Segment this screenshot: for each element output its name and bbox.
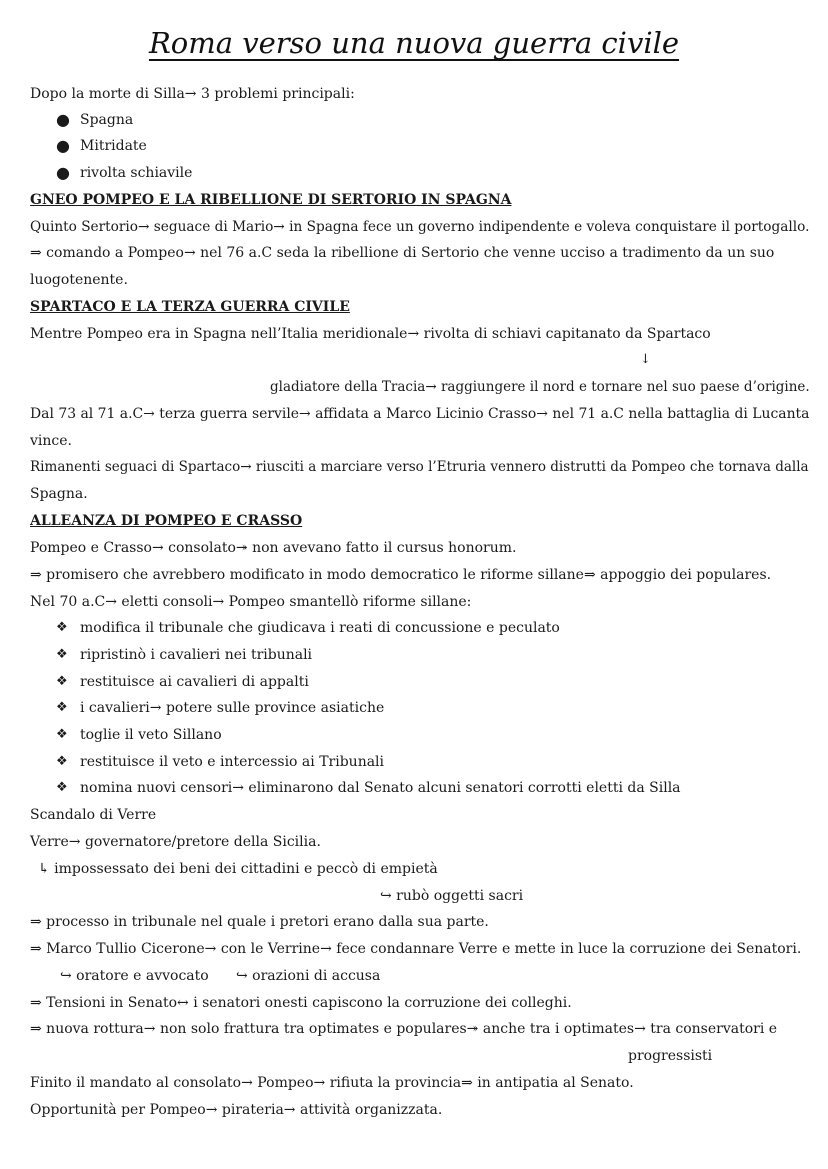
down-arrow-icon: ↓ xyxy=(640,352,651,367)
reform-item: restituisce ai cavalieri di appalti xyxy=(80,674,309,690)
text-line: Nel 70 a.C→ eletti consoli→ Pompeo smantellò riforme sillane: xyxy=(30,594,472,610)
text-line: Dal 73 al 71 a.C→ terza guerra servile→ affidata a Marco Licinio Crasso→ nel 71 a.C nella battaglia di Lucanta xyxy=(30,406,810,422)
text-line: Opportunità per Pompeo→ pirateria→ attività organizzata. xyxy=(30,1102,443,1118)
diamond-marker: ❖ xyxy=(56,780,68,795)
bullet-marker: ● xyxy=(56,110,70,129)
text-line: vince. xyxy=(30,433,72,449)
text-line: Pompeo e Crasso→ consolato↠ non avevano fatto il cursus honorum. xyxy=(30,540,517,556)
section-heading-sertorio: GNEO POMPEO E LA RIBELLIONE DI SERTORIO IN SPAGNA xyxy=(30,192,512,208)
text-line: ⇒ processo in tribunale nel quale i pretori erano dalla sua parte. xyxy=(30,914,489,930)
text-line: Finito il mandato al consolato→ Pompeo→ rifiuta la provincia⇒ in antipatia al Senato. xyxy=(30,1075,634,1091)
text-line: ↪ oratore e avvocato xyxy=(60,968,209,984)
text-line: ⇒ Marco Tullio Cicerone→ con le Verrine→ fece condannare Verre e mette in luce la corruzione dei Senatori. xyxy=(30,941,802,957)
text-line: Quinto Sertorio→ seguace di Mario→ in Spagna fece un governo indipendente e voleva conquistare il portogallo. xyxy=(30,219,810,235)
text-line: Mentre Pompeo era in Spagna nell’Italia meridionale→ rivolta di schiavi capitanato da Spartaco xyxy=(30,326,711,342)
problem-item: Spagna xyxy=(80,112,134,128)
diamond-marker: ❖ xyxy=(56,727,68,742)
section-heading-alleanza: ALLEANZA DI POMPEO E CRASSO xyxy=(30,513,303,529)
reform-item: nomina nuovi censori→ eliminarono dal Senato alcuni senatori corrotti eletti da Silla xyxy=(80,780,681,796)
text-line: luogotenente. xyxy=(30,272,128,288)
text-line: ⇒ comando a Pompeo→ nel 76 a.C seda la ribellione di Sertorio che venne ucciso a tradimento da un suo xyxy=(30,245,775,261)
text-line: progressisti xyxy=(628,1048,713,1064)
bullet-marker: ● xyxy=(56,163,70,182)
reform-item: ripristinò i cavalieri nei tribunali xyxy=(80,647,313,663)
reform-item: toglie il veto Sillano xyxy=(80,727,222,743)
text-line: Verre→ governatore/pretore della Sicilia. xyxy=(30,834,321,850)
text-line: ⇒ Tensioni in Senato↔ i senatori onesti capiscono la corruzione dei colleghi. xyxy=(30,995,572,1011)
text-line: ⇒ nuova rottura→ non solo frattura tra optimates e populares↠ anche tra i optimates→ tra conservatori e xyxy=(30,1021,778,1037)
text-line: ⇒ promisero che avrebbero modificato in modo democratico le riforme sillane⇒ appoggio dei populares. xyxy=(30,567,772,583)
intro-line: Dopo la morte di Silla→ 3 problemi principali: xyxy=(30,86,355,102)
reform-item: i cavalieri→ potere sulle province asiatiche xyxy=(80,700,385,716)
text-line: Spagna. xyxy=(30,486,88,502)
text-line: Rimanenti seguaci di Spartaco→ riusciti a marciare verso l’Etruria vennero distrutti da Pompeo che tornava dalla xyxy=(30,459,809,475)
diamond-marker: ❖ xyxy=(56,620,68,635)
text-line: gladiatore della Tracia→ raggiungere il nord e tornare nel suo paese d’origine. xyxy=(270,379,810,395)
page-title: Roma verso una nuova guerra civile xyxy=(148,26,680,60)
problem-item: Mitridate xyxy=(80,138,147,154)
text-line: ↳ impossessato dei beni dei cittadini e peccò di empietà xyxy=(38,861,438,877)
text-line: Scandalo di Verre xyxy=(30,807,157,823)
text-line: ↪ orazioni di accusa xyxy=(236,968,381,984)
section-heading-spartaco: SPARTACO E LA TERZA GUERRA CIVILE xyxy=(30,299,350,315)
diamond-marker: ❖ xyxy=(56,647,68,662)
diamond-marker: ❖ xyxy=(56,674,68,689)
diamond-marker: ❖ xyxy=(56,754,68,769)
reform-item: restituisce il veto e intercessio ai Tribunali xyxy=(80,754,385,770)
reform-item: modifica il tribunale che giudicava i reati di concussione e peculato xyxy=(80,620,560,636)
diamond-marker: ❖ xyxy=(56,700,68,715)
problem-item: rivolta schiavile xyxy=(80,165,193,181)
bullet-marker: ● xyxy=(56,136,70,155)
text-line: ↪ rubò oggetti sacri xyxy=(380,888,524,904)
